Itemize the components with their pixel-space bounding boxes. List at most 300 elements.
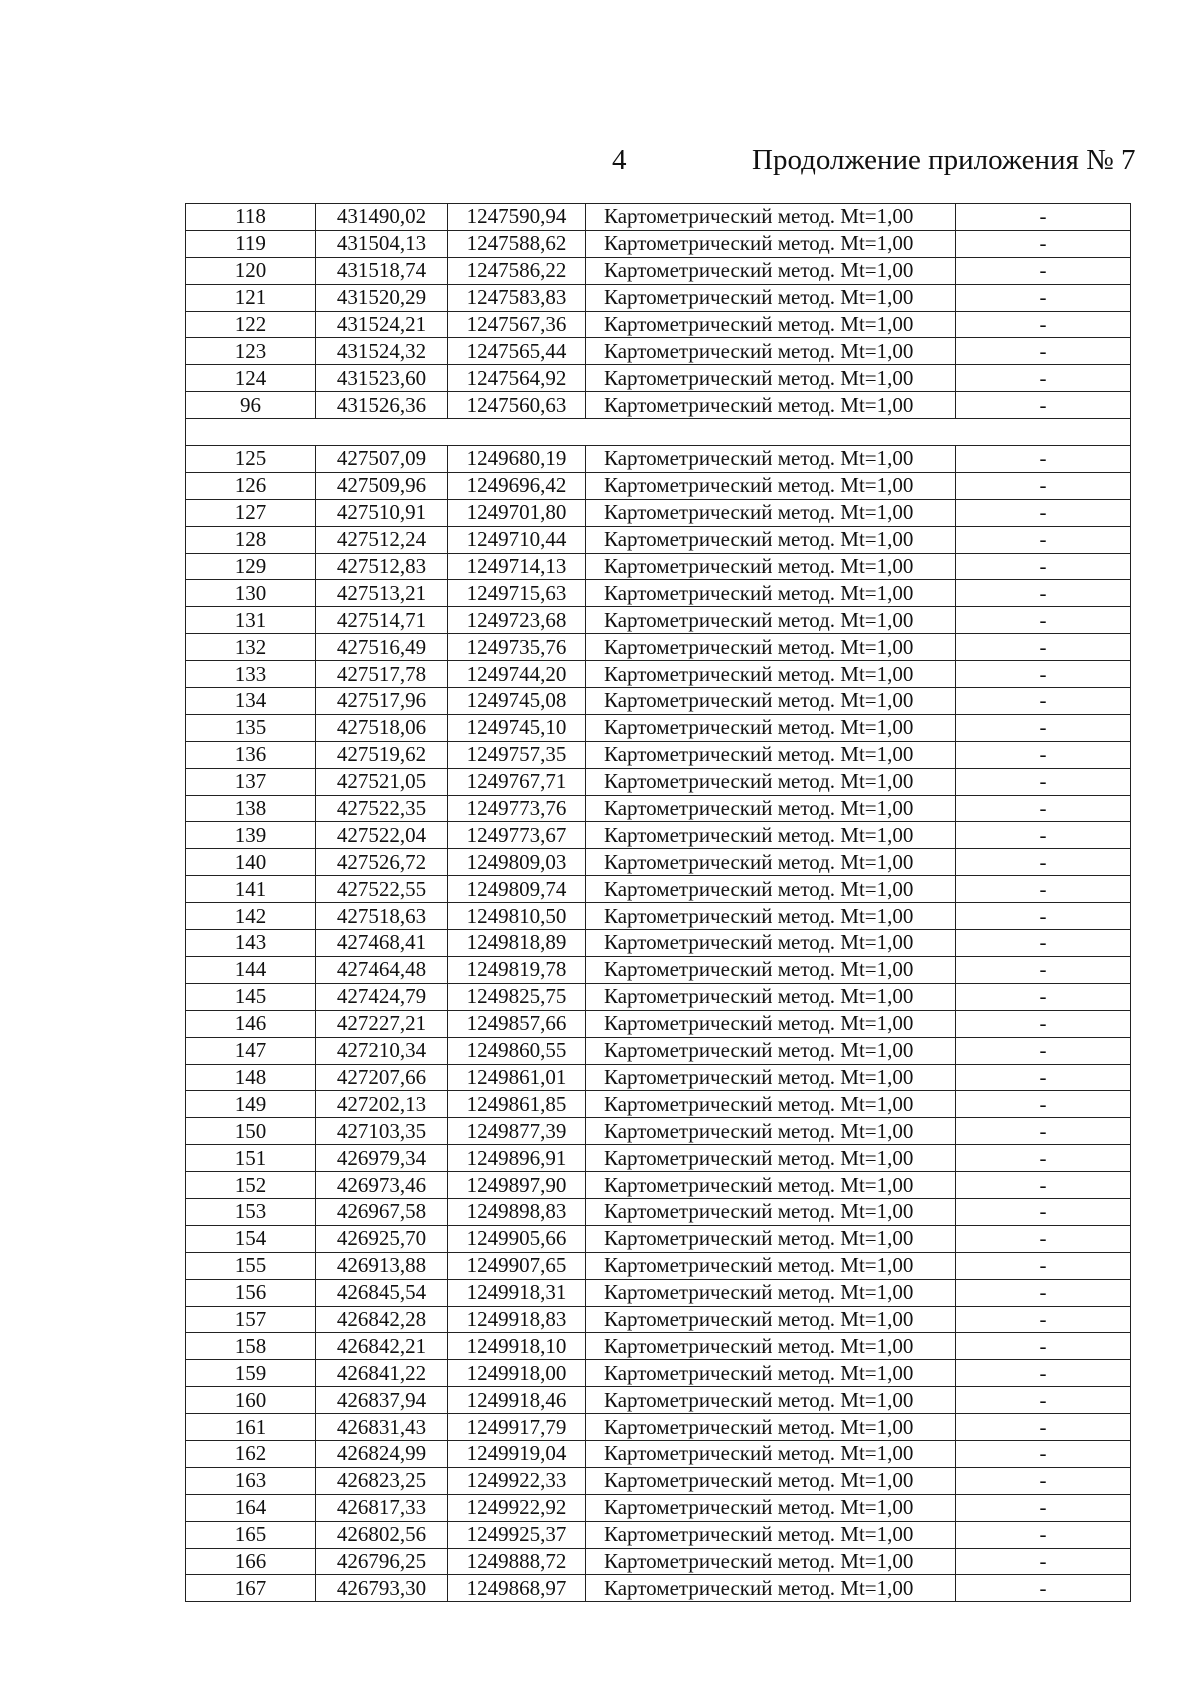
description-cell: - [956, 472, 1131, 499]
table-row [186, 661, 1131, 688]
x-coordinate-cell: 427424,79 [316, 983, 448, 1010]
y-coordinate-cell: 1249917,79 [448, 1414, 586, 1441]
point-number-cell: 152 [186, 1172, 316, 1199]
point-number-cell: 165 [186, 1521, 316, 1548]
method-cell: Картометрический метод. Mt=1,00 [586, 714, 956, 741]
appendix-continuation-heading: Продолжение приложения № 7 [752, 144, 1136, 176]
point-number-cell: 134 [186, 688, 316, 715]
point-number-cell: 135 [186, 714, 316, 741]
method-cell: Картометрический метод. Mt=1,00 [586, 499, 956, 526]
table-row [186, 1414, 1131, 1441]
table-row [186, 499, 1131, 526]
x-coordinate-cell: 426842,28 [316, 1306, 448, 1333]
point-number-cell: 162 [186, 1440, 316, 1467]
point-number-cell: 157 [186, 1306, 316, 1333]
method-cell: Картометрический метод. Mt=1,00 [586, 1387, 956, 1414]
x-coordinate-cell: 427519,62 [316, 741, 448, 768]
point-number-cell: 130 [186, 580, 316, 607]
table-row [186, 1521, 1131, 1548]
method-cell: Картометрический метод. Mt=1,00 [586, 876, 956, 903]
description-cell: - [956, 1333, 1131, 1360]
x-coordinate-cell: 426925,70 [316, 1225, 448, 1252]
point-number-cell: 140 [186, 849, 316, 876]
description-cell: - [956, 1010, 1131, 1037]
method-cell: Картометрический метод. Mt=1,00 [586, 634, 956, 661]
method-cell: Картометрический метод. Mt=1,00 [586, 822, 956, 849]
table-row [186, 1198, 1131, 1225]
method-cell: Картометрический метод. Mt=1,00 [586, 1467, 956, 1494]
y-coordinate-cell: 1249919,04 [448, 1440, 586, 1467]
method-cell: Картометрический метод. Mt=1,00 [586, 1494, 956, 1521]
y-coordinate-cell: 1249825,75 [448, 983, 586, 1010]
table-row [186, 553, 1131, 580]
description-cell: - [956, 607, 1131, 634]
x-coordinate-cell: 426973,46 [316, 1172, 448, 1199]
table-row [186, 1360, 1131, 1387]
point-number-cell: 156 [186, 1279, 316, 1306]
method-cell: Картометрический метод. Mt=1,00 [586, 1010, 956, 1037]
separator-cell [186, 419, 1131, 446]
table-row [186, 876, 1131, 903]
x-coordinate-cell: 426796,25 [316, 1548, 448, 1575]
x-coordinate-cell: 426837,94 [316, 1387, 448, 1414]
table-row [186, 1306, 1131, 1333]
y-coordinate-cell: 1249701,80 [448, 499, 586, 526]
description-cell: - [956, 365, 1131, 392]
table-row [186, 365, 1131, 392]
x-coordinate-cell: 427468,41 [316, 930, 448, 957]
point-number-cell: 124 [186, 365, 316, 392]
table-row [186, 688, 1131, 715]
x-coordinate-cell: 426831,43 [316, 1414, 448, 1441]
table-row [186, 580, 1131, 607]
x-coordinate-cell: 427202,13 [316, 1091, 448, 1118]
x-coordinate-cell: 427514,71 [316, 607, 448, 634]
description-cell: - [956, 1225, 1131, 1252]
description-cell: - [956, 876, 1131, 903]
y-coordinate-cell: 1247567,36 [448, 311, 586, 338]
x-coordinate-cell: 427517,78 [316, 661, 448, 688]
y-coordinate-cell: 1249715,63 [448, 580, 586, 607]
y-coordinate-cell: 1249897,90 [448, 1172, 586, 1199]
y-coordinate-cell: 1249767,71 [448, 768, 586, 795]
table-row [186, 1172, 1131, 1199]
y-coordinate-cell: 1249896,91 [448, 1145, 586, 1172]
point-number-cell: 159 [186, 1360, 316, 1387]
y-coordinate-cell: 1249918,00 [448, 1360, 586, 1387]
method-cell: Картометрический метод. Mt=1,00 [586, 392, 956, 419]
description-cell: - [956, 741, 1131, 768]
x-coordinate-cell: 426845,54 [316, 1279, 448, 1306]
method-cell: Картометрический метод. Mt=1,00 [586, 1575, 956, 1602]
table-row [186, 1548, 1131, 1575]
x-coordinate-cell: 427509,96 [316, 472, 448, 499]
y-coordinate-cell: 1249680,19 [448, 446, 586, 473]
method-cell: Картометрический метод. Mt=1,00 [586, 284, 956, 311]
table-row [186, 849, 1131, 876]
description-cell: - [956, 983, 1131, 1010]
description-cell: - [956, 795, 1131, 822]
x-coordinate-cell: 427522,04 [316, 822, 448, 849]
description-cell: - [956, 1521, 1131, 1548]
point-number-cell: 141 [186, 876, 316, 903]
method-cell: Картометрический метод. Mt=1,00 [586, 446, 956, 473]
x-coordinate-cell: 431520,29 [316, 284, 448, 311]
point-number-cell: 120 [186, 257, 316, 284]
x-coordinate-cell: 431524,32 [316, 338, 448, 365]
x-coordinate-cell: 431524,21 [316, 311, 448, 338]
y-coordinate-cell: 1249898,83 [448, 1198, 586, 1225]
description-cell: - [956, 311, 1131, 338]
method-cell: Картометрический метод. Mt=1,00 [586, 1145, 956, 1172]
method-cell: Картометрический метод. Mt=1,00 [586, 1064, 956, 1091]
y-coordinate-cell: 1249818,89 [448, 930, 586, 957]
description-cell: - [956, 903, 1131, 930]
point-number-cell: 149 [186, 1091, 316, 1118]
description-cell: - [956, 930, 1131, 957]
x-coordinate-cell: 426841,22 [316, 1360, 448, 1387]
table-row [186, 1145, 1131, 1172]
description-cell: - [956, 1118, 1131, 1145]
x-coordinate-cell: 426793,30 [316, 1575, 448, 1602]
table-row [186, 1225, 1131, 1252]
x-coordinate-cell: 431518,74 [316, 257, 448, 284]
description-cell: - [956, 1252, 1131, 1279]
y-coordinate-cell: 1247564,92 [448, 365, 586, 392]
point-number-cell: 125 [186, 446, 316, 473]
point-number-cell: 146 [186, 1010, 316, 1037]
table-row [186, 392, 1131, 419]
y-coordinate-cell: 1247583,83 [448, 284, 586, 311]
point-number-cell: 118 [186, 204, 316, 231]
x-coordinate-cell: 427516,49 [316, 634, 448, 661]
y-coordinate-cell: 1247590,94 [448, 204, 586, 231]
y-coordinate-cell: 1247565,44 [448, 338, 586, 365]
x-coordinate-cell: 426817,33 [316, 1494, 448, 1521]
x-coordinate-cell: 431526,36 [316, 392, 448, 419]
coordinates-table-body [186, 204, 1131, 1602]
description-cell: - [956, 446, 1131, 473]
description-cell: - [956, 257, 1131, 284]
point-number-cell: 167 [186, 1575, 316, 1602]
point-number-cell: 132 [186, 634, 316, 661]
point-number-cell: 119 [186, 230, 316, 257]
table-row [186, 1252, 1131, 1279]
description-cell: - [956, 1494, 1131, 1521]
table-row [186, 284, 1131, 311]
x-coordinate-cell: 427522,35 [316, 795, 448, 822]
y-coordinate-cell: 1249918,31 [448, 1279, 586, 1306]
y-coordinate-cell: 1249757,35 [448, 741, 586, 768]
point-number-cell: 131 [186, 607, 316, 634]
method-cell: Картометрический метод. Mt=1,00 [586, 795, 956, 822]
point-number-cell: 128 [186, 526, 316, 553]
table-row [186, 257, 1131, 284]
point-number-cell: 136 [186, 741, 316, 768]
method-cell: Картометрический метод. Mt=1,00 [586, 956, 956, 983]
y-coordinate-cell: 1247586,22 [448, 257, 586, 284]
description-cell: - [956, 230, 1131, 257]
point-number-cell: 163 [186, 1467, 316, 1494]
method-cell: Картометрический метод. Mt=1,00 [586, 230, 956, 257]
description-cell: - [956, 1037, 1131, 1064]
method-cell: Картометрический метод. Mt=1,00 [586, 1252, 956, 1279]
y-coordinate-cell: 1249696,42 [448, 472, 586, 499]
method-cell: Картометрический метод. Mt=1,00 [586, 688, 956, 715]
point-number-cell: 148 [186, 1064, 316, 1091]
table-row [186, 741, 1131, 768]
table-row [186, 230, 1131, 257]
y-coordinate-cell: 1249861,01 [448, 1064, 586, 1091]
description-cell: - [956, 1575, 1131, 1602]
method-cell: Картометрический метод. Mt=1,00 [586, 1225, 956, 1252]
x-coordinate-cell: 431490,02 [316, 204, 448, 231]
table-row [186, 822, 1131, 849]
table-row [186, 472, 1131, 499]
method-cell: Картометрический метод. Mt=1,00 [586, 1360, 956, 1387]
point-number-cell: 160 [186, 1387, 316, 1414]
y-coordinate-cell: 1249922,33 [448, 1467, 586, 1494]
y-coordinate-cell: 1249868,97 [448, 1575, 586, 1602]
method-cell: Картометрический метод. Mt=1,00 [586, 607, 956, 634]
point-number-cell: 121 [186, 284, 316, 311]
point-number-cell: 166 [186, 1548, 316, 1575]
y-coordinate-cell: 1249888,72 [448, 1548, 586, 1575]
method-cell: Картометрический метод. Mt=1,00 [586, 1118, 956, 1145]
x-coordinate-cell: 427512,24 [316, 526, 448, 553]
x-coordinate-cell: 426967,58 [316, 1198, 448, 1225]
x-coordinate-cell: 426979,34 [316, 1145, 448, 1172]
point-number-cell: 122 [186, 311, 316, 338]
y-coordinate-cell: 1249905,66 [448, 1225, 586, 1252]
description-cell: - [956, 284, 1131, 311]
table-row [186, 1467, 1131, 1494]
description-cell: - [956, 768, 1131, 795]
x-coordinate-cell: 427210,34 [316, 1037, 448, 1064]
point-number-cell: 143 [186, 930, 316, 957]
table-row [186, 795, 1131, 822]
table-row [186, 1037, 1131, 1064]
point-number-cell: 123 [186, 338, 316, 365]
y-coordinate-cell: 1247560,63 [448, 392, 586, 419]
y-coordinate-cell: 1249918,10 [448, 1333, 586, 1360]
method-cell: Картометрический метод. Mt=1,00 [586, 1521, 956, 1548]
x-coordinate-cell: 427507,09 [316, 446, 448, 473]
table-row [186, 930, 1131, 957]
y-coordinate-cell: 1249809,74 [448, 876, 586, 903]
description-cell: - [956, 1414, 1131, 1441]
method-cell: Картометрический метод. Mt=1,00 [586, 1414, 956, 1441]
y-coordinate-cell: 1249861,85 [448, 1091, 586, 1118]
table-row [186, 1279, 1131, 1306]
method-cell: Картометрический метод. Mt=1,00 [586, 1333, 956, 1360]
point-number-cell: 129 [186, 553, 316, 580]
y-coordinate-cell: 1249860,55 [448, 1037, 586, 1064]
method-cell: Картометрический метод. Mt=1,00 [586, 553, 956, 580]
point-number-cell: 154 [186, 1225, 316, 1252]
x-coordinate-cell: 427227,21 [316, 1010, 448, 1037]
point-number-cell: 139 [186, 822, 316, 849]
table-row [186, 903, 1131, 930]
y-coordinate-cell: 1249907,65 [448, 1252, 586, 1279]
method-cell: Картометрический метод. Mt=1,00 [586, 1037, 956, 1064]
description-cell: - [956, 1306, 1131, 1333]
description-cell: - [956, 499, 1131, 526]
description-cell: - [956, 714, 1131, 741]
table-row [186, 607, 1131, 634]
table-row [186, 1091, 1131, 1118]
method-cell: Картометрический метод. Mt=1,00 [586, 661, 956, 688]
point-number-cell: 147 [186, 1037, 316, 1064]
x-coordinate-cell: 431504,13 [316, 230, 448, 257]
x-coordinate-cell: 426842,21 [316, 1333, 448, 1360]
description-cell: - [956, 849, 1131, 876]
description-cell: - [956, 580, 1131, 607]
y-coordinate-cell: 1249773,67 [448, 822, 586, 849]
y-coordinate-cell: 1249819,78 [448, 956, 586, 983]
y-coordinate-cell: 1249773,76 [448, 795, 586, 822]
description-cell: - [956, 1091, 1131, 1118]
table-row [186, 1118, 1131, 1145]
table-row [186, 634, 1131, 661]
point-number-cell: 96 [186, 392, 316, 419]
table-row [186, 311, 1131, 338]
point-number-cell: 137 [186, 768, 316, 795]
method-cell: Картометрический метод. Mt=1,00 [586, 311, 956, 338]
method-cell: Картометрический метод. Mt=1,00 [586, 768, 956, 795]
point-number-cell: 138 [186, 795, 316, 822]
description-cell: - [956, 553, 1131, 580]
method-cell: Картометрический метод. Mt=1,00 [586, 338, 956, 365]
table-row [186, 338, 1131, 365]
x-coordinate-cell: 426823,25 [316, 1467, 448, 1494]
description-cell: - [956, 392, 1131, 419]
method-cell: Картометрический метод. Mt=1,00 [586, 849, 956, 876]
table-row [186, 1064, 1131, 1091]
y-coordinate-cell: 1249877,39 [448, 1118, 586, 1145]
x-coordinate-cell: 427103,35 [316, 1118, 448, 1145]
table-row [186, 956, 1131, 983]
x-coordinate-cell: 427207,66 [316, 1064, 448, 1091]
description-cell: - [956, 1198, 1131, 1225]
table-row [186, 1494, 1131, 1521]
y-coordinate-cell: 1249809,03 [448, 849, 586, 876]
method-cell: Картометрический метод. Mt=1,00 [586, 903, 956, 930]
description-cell: - [956, 822, 1131, 849]
description-cell: - [956, 1467, 1131, 1494]
x-coordinate-cell: 427513,21 [316, 580, 448, 607]
description-cell: - [956, 1387, 1131, 1414]
description-cell: - [956, 1279, 1131, 1306]
method-cell: Картометрический метод. Mt=1,00 [586, 930, 956, 957]
method-cell: Картометрический метод. Mt=1,00 [586, 741, 956, 768]
method-cell: Картометрический метод. Mt=1,00 [586, 1198, 956, 1225]
y-coordinate-cell: 1249810,50 [448, 903, 586, 930]
table-row [186, 714, 1131, 741]
contour-separator-row [186, 419, 1131, 446]
description-cell: - [956, 204, 1131, 231]
method-cell: Картометрический метод. Mt=1,00 [586, 1279, 956, 1306]
description-cell: - [956, 634, 1131, 661]
table-row [186, 446, 1131, 473]
x-coordinate-cell: 426802,56 [316, 1521, 448, 1548]
description-cell: - [956, 1440, 1131, 1467]
point-number-cell: 153 [186, 1198, 316, 1225]
point-number-cell: 158 [186, 1333, 316, 1360]
description-cell: - [956, 956, 1131, 983]
y-coordinate-cell: 1249918,83 [448, 1306, 586, 1333]
point-number-cell: 133 [186, 661, 316, 688]
method-cell: Картометрический метод. Mt=1,00 [586, 472, 956, 499]
table-row [186, 1440, 1131, 1467]
method-cell: Картометрический метод. Mt=1,00 [586, 204, 956, 231]
description-cell: - [956, 526, 1131, 553]
table-row [186, 768, 1131, 795]
x-coordinate-cell: 427512,83 [316, 553, 448, 580]
description-cell: - [956, 661, 1131, 688]
point-number-cell: 144 [186, 956, 316, 983]
method-cell: Картометрический метод. Mt=1,00 [586, 1548, 956, 1575]
point-number-cell: 151 [186, 1145, 316, 1172]
x-coordinate-cell: 426824,99 [316, 1440, 448, 1467]
method-cell: Картометрический метод. Mt=1,00 [586, 1172, 956, 1199]
description-cell: - [956, 1548, 1131, 1575]
x-coordinate-cell: 427517,96 [316, 688, 448, 715]
y-coordinate-cell: 1249723,68 [448, 607, 586, 634]
description-cell: - [956, 338, 1131, 365]
x-coordinate-cell: 431523,60 [316, 365, 448, 392]
method-cell: Картометрический метод. Mt=1,00 [586, 1306, 956, 1333]
x-coordinate-cell: 427518,63 [316, 903, 448, 930]
point-number-cell: 161 [186, 1414, 316, 1441]
table-row [186, 1575, 1131, 1602]
x-coordinate-cell: 427510,91 [316, 499, 448, 526]
description-cell: - [956, 688, 1131, 715]
y-coordinate-cell: 1249925,37 [448, 1521, 586, 1548]
table-row [186, 1387, 1131, 1414]
y-coordinate-cell: 1249745,08 [448, 688, 586, 715]
table-row [186, 983, 1131, 1010]
y-coordinate-cell: 1249714,13 [448, 553, 586, 580]
table-row [186, 526, 1131, 553]
x-coordinate-cell: 427526,72 [316, 849, 448, 876]
method-cell: Картометрический метод. Mt=1,00 [586, 1091, 956, 1118]
x-coordinate-cell: 427518,06 [316, 714, 448, 741]
method-cell: Картометрический метод. Mt=1,00 [586, 1440, 956, 1467]
point-number-cell: 150 [186, 1118, 316, 1145]
y-coordinate-cell: 1249735,76 [448, 634, 586, 661]
table-row [186, 204, 1131, 231]
table-row [186, 1010, 1131, 1037]
coordinates-table [185, 203, 1131, 1602]
page-number: 4 [612, 144, 627, 176]
y-coordinate-cell: 1249710,44 [448, 526, 586, 553]
y-coordinate-cell: 1249744,20 [448, 661, 586, 688]
point-number-cell: 127 [186, 499, 316, 526]
description-cell: - [956, 1064, 1131, 1091]
description-cell: - [956, 1360, 1131, 1387]
table-row [186, 1333, 1131, 1360]
y-coordinate-cell: 1247588,62 [448, 230, 586, 257]
point-number-cell: 126 [186, 472, 316, 499]
x-coordinate-cell: 426913,88 [316, 1252, 448, 1279]
method-cell: Картометрический метод. Mt=1,00 [586, 983, 956, 1010]
description-cell: - [956, 1172, 1131, 1199]
x-coordinate-cell: 427522,55 [316, 876, 448, 903]
x-coordinate-cell: 427464,48 [316, 956, 448, 983]
method-cell: Картометрический метод. Mt=1,00 [586, 526, 956, 553]
point-number-cell: 155 [186, 1252, 316, 1279]
